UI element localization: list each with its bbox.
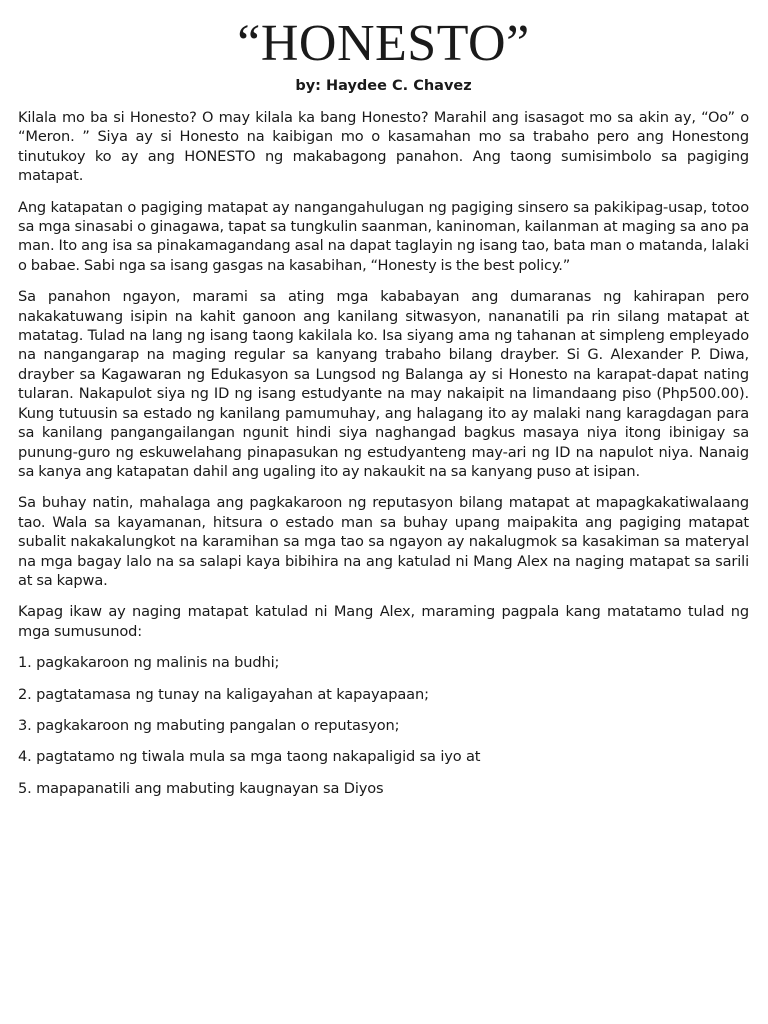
list-item: 3. pagkakaroon ng mabuting pangalan o reputasyon; [18,716,400,734]
author-byline: by: Haydee C. Chavez [295,78,472,94]
paragraph-definition: Ang katapatan o pagiging matapat ay nangangahulugan ng pagiging sinsero sa pakikipag-usap, totoo sa mga sinasabi o ginagawa, tapat sa tungkulin saanman, kaninoman, kailanman at maging sa ano pa man. Ito ang isa sa pinakamagandang asal na dapat taglayin ng isang tao, bata man o matanda, lalaki o babae. Sabi nga sa isang gasgas na kasabihan, “Honesty is the best policy.” [18,198,749,274]
list-item: 1. pagkakaroon ng malinis na budhi; [18,654,280,672]
list-item: 4. pagtatamo ng tiwala mula sa mga taong nakapaligid sa iyo at [18,748,481,766]
paragraph-intro: Kilala mo ba si Honesto? O may kilala ka bang Honesto? Marahil ang isasagot mo sa akin ay, “Oo” o “Meron. ” Siya ay si Honesto na kaibigan mo o kasamahan mo sa trabaho pero ang Honestong tinutukoy ko ay ang HONESTO ng makabagong panahon. Ang taong sumisimbolo sa pagiging matapat. [18,109,749,185]
document-title: “HONESTO” [237,15,530,72]
blessings-list [18,653,749,798]
paragraph-blessings-intro: Kapag ikaw ay naging matapat katulad ni Mang Alex, maraming pagpala kang matatamo tulad ng mga sumusunod: [18,603,749,640]
document-page [18,14,749,810]
list-item: 2. pagtatamasa ng tunay na kaligayahan at kapayapaan; [18,685,429,703]
paragraph-story: Sa panahon ngayon, marami sa ating mga kababayan ang dumaranas ng kahirapan pero nakakatuwang isipin na kahit ganoon ang kanilang sitwasyon, nananatili pa rin silang matapat at matatag. Tulad na lang ng isang taong kakilala ko. Isa siyang ama ng tahanan at simpleng empleyado na nangangarap na maging regular sa kanyang trabaho bilang drayber. Si G. Alexander P. Diwa, drayber sa Kagawaran ng Edukasyon sa Lungsod ng Balanga ay si Honesto na karapat-dapat nating tularan. Nakapulot siya ng ID ng isang estudyante na may nakaipit na limandaang piso (Php500.00). Kung tutuusin sa estado ng kanilang pamumuhay, ang halagang ito ay malaki nang karagdagan para sa kanilang pangangailangan ngunit hindi siya naghangad bagkus masaya niya itong ibinigay sa punung-guro ng eskuwelahang pinapasukan ng estudyanteng may-ari ng ID na napulot niya. Nanaig sa kanya ang katapatan dahil ang ugaling ito ay nakaukit na sa kanyang puso at isipan. [18,288,749,480]
list-item: 5. mapapanatili ang mabuting kaugnayan sa Diyos [18,779,384,797]
paragraph-reputation: Sa buhay natin, mahalaga ang pagkakaroon ng reputasyon bilang matapat at mapagkakatiwalaang tao. Wala sa kayamanan, hitsura o estado man sa buhay upang maipakita ang pagiging matapat subalit nakakalungkot na karamihan sa mga tao sa ngayon ay nakalugmok sa kasakiman sa materyal na mga bagay lalo na sa salapi kaya bibihira na ang katulad ni Mang Alex na naging matapat sa sarili at sa kapwa. [18,494,749,589]
